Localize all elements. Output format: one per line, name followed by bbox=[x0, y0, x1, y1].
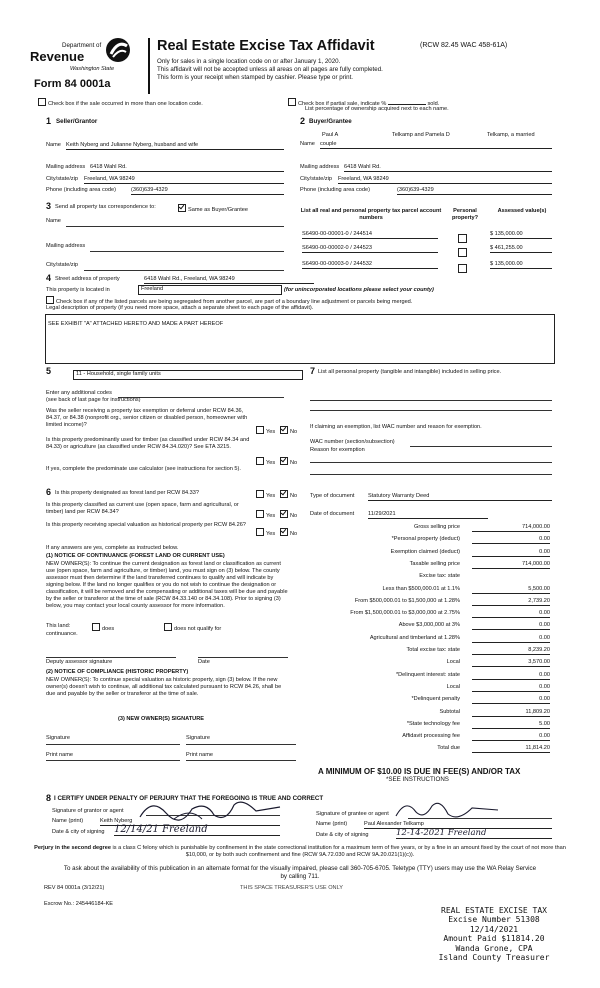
tax-row-value: 5,500.00 bbox=[472, 586, 550, 594]
if-yes-note: If any answers are yes, complete as instructed below. bbox=[46, 545, 179, 551]
s6-q3-no[interactable]: No bbox=[280, 528, 297, 538]
reason-label: Reason for exemption bbox=[310, 447, 365, 453]
tax-row-label: *Delinquent penalty bbox=[411, 696, 460, 703]
deputy-signature-label: Deputy assessor signature bbox=[46, 659, 113, 665]
section5-q2-note: If yes, complete the predominate use calculator (see instructions for section 5). bbox=[46, 466, 241, 472]
owner-signature-label-1: Signature bbox=[46, 735, 70, 741]
seller-city-label: City/state/zip bbox=[46, 176, 79, 182]
seller-phone: (360)639-4329 bbox=[131, 187, 284, 195]
seller-mailing: 6418 Wahl Rd. bbox=[90, 164, 284, 172]
tax-row-label: Taxable selling price bbox=[409, 560, 460, 567]
certify-statement: I CERTIFY UNDER PENALTY OF PERJURY THAT THE FOREGOING IS TRUE AND CORRECT bbox=[54, 795, 324, 802]
stamp-line-1: REAL ESTATE EXCISE TAX bbox=[441, 906, 547, 915]
buyer-name-label: Name bbox=[300, 141, 315, 147]
section6-q3: Is this property receiving special valuation as historical property per RCW 84.26? bbox=[46, 522, 246, 528]
tax-row-value: 0.00 bbox=[472, 549, 550, 557]
tax-row-value: 8,239.20 bbox=[472, 647, 550, 655]
doc-date: 11/29/2021 bbox=[368, 511, 488, 519]
corr-city-label: City/state/zip bbox=[46, 262, 79, 268]
tax-row-value: 0.00 bbox=[472, 635, 550, 643]
escrow-number: Escrow No.: 245446184-KE bbox=[44, 901, 114, 907]
section-2-number: 2 bbox=[300, 116, 306, 126]
assessed-value-1: $ 135,000.00 bbox=[490, 231, 552, 239]
legal-description-text: SEE EXHIBIT "A" ATTACHED HERETO AND MADE A PART HEREOF bbox=[48, 321, 224, 327]
seller-city: Freeland, WA 98249 bbox=[84, 176, 284, 184]
tax-row-value: 0.00 bbox=[472, 696, 550, 704]
doc-date-label: Date of document bbox=[310, 511, 355, 517]
s6-q3-yes[interactable]: Yes bbox=[256, 528, 275, 538]
section6-q1: Is this property designated as forest land per RCW 84.33? bbox=[55, 490, 199, 496]
notice-1-title: (1) NOTICE OF CONTINUANCE (FOREST LAND OR CURRENT USE) bbox=[46, 553, 225, 559]
state-line: Washington State bbox=[70, 66, 115, 72]
section-3-number: 3 bbox=[46, 201, 52, 211]
doc-type: Statutory Warranty Deed bbox=[368, 493, 552, 501]
exemption-note: If claiming an exemption, list WAC number and reason for exemption. bbox=[310, 424, 482, 430]
seller-name-label: Name bbox=[46, 142, 61, 148]
dept-line: Department of bbox=[62, 42, 102, 49]
parcels-col-3: Assessed value(s) bbox=[497, 208, 547, 214]
grantor-signature-label: Signature of grantor or agent bbox=[52, 808, 124, 814]
treasurer-use-note: THIS SPACE TREASURER'S USE ONLY bbox=[240, 885, 344, 891]
stamp-line-3: 12/14/2021 bbox=[469, 924, 519, 934]
grantee-date-label: Date & city of signing bbox=[316, 832, 369, 838]
owner-signature-label-2: Signature bbox=[186, 735, 210, 741]
treasurer-stamp bbox=[434, 906, 554, 962]
section6-q2: Is this property classified as current use (open space, farm and agricultural, or timber) land per RCW 84.34? bbox=[46, 502, 239, 515]
tax-row-value: 5.00 bbox=[472, 721, 550, 729]
notice-1-body: NEW OWNER(S): To continue the current designation as forest land or classification as current use (open space, farm and agriculture, or timber) land, you must sign on (3) below. The county assessor must then determine if the land transferred continues to qualify and will indicate by signing below. If the land no longer qualifies or you do not wish to continue the designation or classification, it will be removed and the compensating or additional taxes will be due and payable by the seller or transferor at the time of sale (RCW 84.33.140 or 84.34.108). Prior to signing (3) below, you may contact your local county assessor for more information. bbox=[46, 561, 288, 609]
stamp-line-4: Amount Paid $11814.20 bbox=[443, 934, 545, 944]
header-note-3: This form is your receipt when stamped by cashier. Please type or print. bbox=[157, 74, 354, 81]
owner-print-name-label-2: Print name bbox=[186, 752, 214, 758]
land-does-check[interactable]: does bbox=[92, 623, 114, 633]
wac-label: WAC number (section/subsection) bbox=[310, 439, 395, 445]
see-back-note: (see back of last page for instructions) bbox=[46, 397, 141, 403]
buyer-name-1c: Telkamp, a married bbox=[487, 132, 535, 138]
rev-number: REV 84 0001a (3/12/21) bbox=[44, 885, 105, 891]
tax-row-value: 0.00 bbox=[472, 610, 550, 618]
grantee-name-label: Name (print) bbox=[316, 821, 348, 827]
stamp-line-2: Excise Number 51308 bbox=[448, 915, 540, 925]
tax-row-value: 11,814.20 bbox=[472, 745, 550, 753]
grantor-date-city: 12/14/21 Freeland bbox=[114, 824, 280, 836]
tax-row-value: 0.00 bbox=[472, 622, 550, 630]
assessed-value-2: $ 461,255.00 bbox=[490, 245, 552, 253]
personal-property-check-3[interactable] bbox=[458, 259, 469, 277]
correspondence-label: Send all property tax correspondence to: bbox=[55, 204, 156, 210]
stamp-line-6: Island County Treasurer bbox=[438, 953, 550, 963]
notice-2-body: NEW OWNER(S): To continue special valuation as historic property, sign (3) below. If the new owner(s) doesn't wish to continue, all additional tax calculated pursuant to RCW 84.26, shall be due and payable by the seller or transferor at the time of sale. bbox=[46, 677, 282, 697]
legal-description-box[interactable] bbox=[45, 314, 555, 364]
tax-row-label: Local bbox=[446, 683, 460, 690]
tax-row-label: Affidavit processing fee bbox=[402, 733, 460, 740]
q2-no[interactable]: No bbox=[280, 457, 297, 467]
new-owner-signature-title: (3) NEW OWNER(S) SIGNATURE bbox=[118, 716, 204, 722]
tax-row-label: Subtotal bbox=[439, 708, 460, 715]
tax-row-value: 0.00 bbox=[472, 684, 550, 692]
buyer-city-label: City/state/zip bbox=[300, 176, 333, 182]
buyer-phone-label: Phone (including area code) bbox=[300, 187, 370, 193]
tax-row-label: Total excise tax: state bbox=[406, 647, 460, 653]
buyer-heading: Buyer/Grantee bbox=[309, 118, 352, 125]
s6-q2-yes[interactable]: Yes bbox=[256, 510, 275, 520]
buyer-name-1b: Telkamp and Pamela D bbox=[392, 132, 450, 138]
doc-type-label: Type of document bbox=[310, 493, 355, 499]
minimum-fee-note: A MINIMUM OF $10.00 IS DUE IN FEE(S) AND/OR TAX bbox=[318, 767, 521, 776]
continuance-label: continuance. bbox=[46, 631, 78, 637]
seller-phone-label: Phone (including area code) bbox=[46, 187, 116, 193]
grantor-date-label: Date & city of signing bbox=[52, 829, 105, 835]
multi-location-check[interactable]: Check box if the sale occurred in more than one location code. bbox=[38, 98, 203, 108]
revenue-brand: Revenue bbox=[30, 49, 85, 64]
tax-row-label: *State technology fee bbox=[406, 720, 460, 727]
tax-row-value: 714,000.00 bbox=[472, 524, 550, 532]
partial-sale-check[interactable]: Check box if partial sale, indicate % sold. bbox=[288, 98, 439, 108]
parcel-row-2: S6490-00-00002-0 / 244523 bbox=[302, 245, 438, 253]
parcel-row-3: S6490-00-00003-0 / 244532 bbox=[302, 261, 438, 269]
notice-2-title: (2) NOTICE OF COMPLIANCE (HISTORIC PROPERTY) bbox=[46, 669, 189, 675]
corr-mailing-label: Mailing address bbox=[46, 243, 86, 249]
section5-q2: Is this property predominantly used for timber (as classified under RCW 84.34 and 84.33) or agriculture (as classified under RCW 84.34.020)? See ETA 3215. bbox=[46, 437, 250, 450]
tax-row-label: *Personal property (deduct) bbox=[391, 536, 460, 543]
s6-q1-no[interactable]: No bbox=[280, 490, 297, 500]
tax-row-value: 0.00 bbox=[472, 672, 550, 680]
owner-print-name-label-1: Print name bbox=[46, 752, 74, 758]
q1-yes[interactable]: Yes bbox=[256, 426, 275, 436]
tax-row-label: Gross selling price bbox=[413, 524, 460, 530]
parcels-col-2: Personal property? bbox=[451, 208, 479, 221]
section-6-number: 6 bbox=[46, 487, 52, 497]
grantee-name: Paul Alexander Telkamp bbox=[364, 821, 552, 829]
segregated-check[interactable]: Check box if any of the listed parcels are being segregated from another parcel, are part of a boundary line adjustment or parcels being merged. bbox=[46, 296, 412, 306]
section-1-number: 1 bbox=[46, 116, 52, 126]
grantee-signature-image bbox=[388, 796, 508, 822]
section-5-number: 5 bbox=[46, 366, 52, 376]
land-use-code-select[interactable]: 11 - Household, single family units bbox=[73, 370, 303, 380]
buyer-phone: (360)639-4329 bbox=[397, 187, 552, 195]
grantee-date-city: 12-14-2021 Freeland bbox=[396, 828, 552, 839]
s6-q2-no[interactable]: No bbox=[280, 510, 297, 520]
grantor-name: Keith Nyberg bbox=[100, 818, 280, 826]
tax-row-label: *Delinquent interest: state bbox=[395, 671, 460, 678]
located-label: This property is located in bbox=[46, 287, 110, 293]
revenue-logo-icon bbox=[104, 36, 132, 64]
alternate-format-note: To ask about the availability of this publication in an alternate format for the visually impaired, please call 360-705-6705. Teletype (TTY) users may use the WA Relay Service by calling 711. bbox=[63, 865, 537, 880]
grantor-name-label: Name (print) bbox=[52, 818, 84, 824]
assessed-value-3: $ 135,000.00 bbox=[490, 261, 552, 269]
additional-codes-label: Enter any additional codes bbox=[46, 390, 112, 396]
tax-row-label: Total due bbox=[437, 745, 460, 752]
unincorporated-note: (for unincorporated locations please select your county) bbox=[284, 287, 434, 293]
parcels-col-1: List all real and personal property tax parcel account numbers bbox=[300, 208, 442, 221]
tax-row-label: Excise tax: state bbox=[419, 573, 460, 580]
tax-row-value: 0.00 bbox=[472, 536, 550, 544]
form-title: Real Estate Excise Tax Affidavit bbox=[157, 38, 375, 54]
buyer-mailing-label: Mailing address bbox=[300, 164, 340, 170]
tax-row-label: From $500,000.01 to $1,500,000 at 1.28% bbox=[354, 597, 460, 604]
grantee-signature-label: Signature of grantee or agent bbox=[316, 811, 389, 817]
see-instructions: *SEE INSTRUCTIONS bbox=[386, 776, 449, 783]
land-does-not-check[interactable]: does not qualify for bbox=[164, 623, 221, 633]
tax-row-value: 714,000.00 bbox=[472, 561, 550, 569]
buyer-name-1a: Paul A bbox=[322, 132, 339, 138]
s6-q1-yes[interactable]: Yes bbox=[256, 490, 275, 500]
header-note-1: Only for sales in a single location code on or after January 1, 2020. bbox=[157, 58, 341, 65]
perjury-notice: Perjury in the second degree is a class C felony which is punishable by confinement in the state correctional institution for a maximum term of five years, or by a fine in an amount fixed by the court of not more than $10,000, or by both such confinement and fine (RCW 9A.72.030 and RCW 9A.20.021(1)(c)). bbox=[34, 845, 566, 858]
legal-description-label: Legal description of property (if you need more space, attach a separate sheet to each page of the affidavit). bbox=[46, 305, 314, 311]
tax-row-value: 2,739.20 bbox=[472, 598, 550, 606]
stamp-line-5: Wanda Grone, CPA bbox=[455, 943, 533, 953]
q1-no[interactable]: No bbox=[280, 426, 297, 436]
tax-row-value: 11,809.20 bbox=[472, 709, 550, 717]
personal-property-label: List all personal property (tangible and intangible) included in selling price. bbox=[318, 369, 502, 375]
header-note-2: This affidavit will not be accepted unless all areas on all pages are fully completed. bbox=[157, 66, 383, 73]
tax-row-label: From $1,500,000.01 to $3,000,000 at 2.75% bbox=[350, 610, 460, 617]
citation: (RCW 82.45 WAC 458-61A) bbox=[420, 42, 508, 49]
this-land-label: This land: bbox=[46, 623, 71, 629]
section-4-number: 4 bbox=[46, 273, 52, 283]
tax-row-label: Local bbox=[446, 659, 460, 666]
street-address: 6418 Wahl Rd., Freeland, WA 98249 bbox=[144, 276, 314, 284]
tax-row-value: 0.00 bbox=[472, 733, 550, 741]
tax-row-label: Less than $500,000.01 at 1.1% bbox=[382, 585, 460, 592]
buyer-name-2: couple bbox=[320, 141, 552, 149]
section-7-number: 7 bbox=[310, 366, 316, 376]
seller-name: Keith Nyberg and Julianne Nyberg, husband and wife bbox=[66, 142, 284, 150]
q2-yes[interactable]: Yes bbox=[256, 457, 275, 467]
parcel-row-1: S6490-00-00001-0 / 244514 bbox=[302, 231, 438, 239]
buyer-mailing: 6418 Wahl Rd. bbox=[344, 164, 552, 172]
seller-mailing-label: Mailing address bbox=[46, 164, 86, 170]
same-as-buyer-check[interactable]: Same as Buyer/Grantee bbox=[178, 204, 248, 214]
street-label: Street address of property bbox=[55, 276, 120, 282]
corr-name-label: Name bbox=[46, 218, 61, 224]
list-pct-note: List percentage of ownership acquired next to each name. bbox=[305, 106, 449, 112]
deputy-date-label: Date bbox=[198, 659, 210, 665]
section-8-number: 8 bbox=[46, 793, 52, 803]
tax-row-label: Agricultural and timberland at 1.28% bbox=[369, 634, 460, 641]
located-select[interactable]: Freeland bbox=[138, 285, 282, 295]
tax-row-label: Exemption claimed (deduct) bbox=[390, 548, 460, 555]
tax-row-label: Above $3,000,000 at 3% bbox=[398, 622, 460, 629]
tax-row-value: 3,570.00 bbox=[472, 659, 550, 667]
form-number: Form 84 0001a bbox=[34, 78, 111, 90]
seller-heading: Seller/Grantor bbox=[56, 118, 98, 125]
buyer-city: Freeland, WA 98249 bbox=[338, 176, 552, 184]
section5-q1: Was the seller receiving a property tax exemption or deferral under RCW 84.36, 84.37, or 84.38 (nonprofit org., senior citizen or disabled person, homeowner with limited income)? bbox=[46, 408, 248, 428]
